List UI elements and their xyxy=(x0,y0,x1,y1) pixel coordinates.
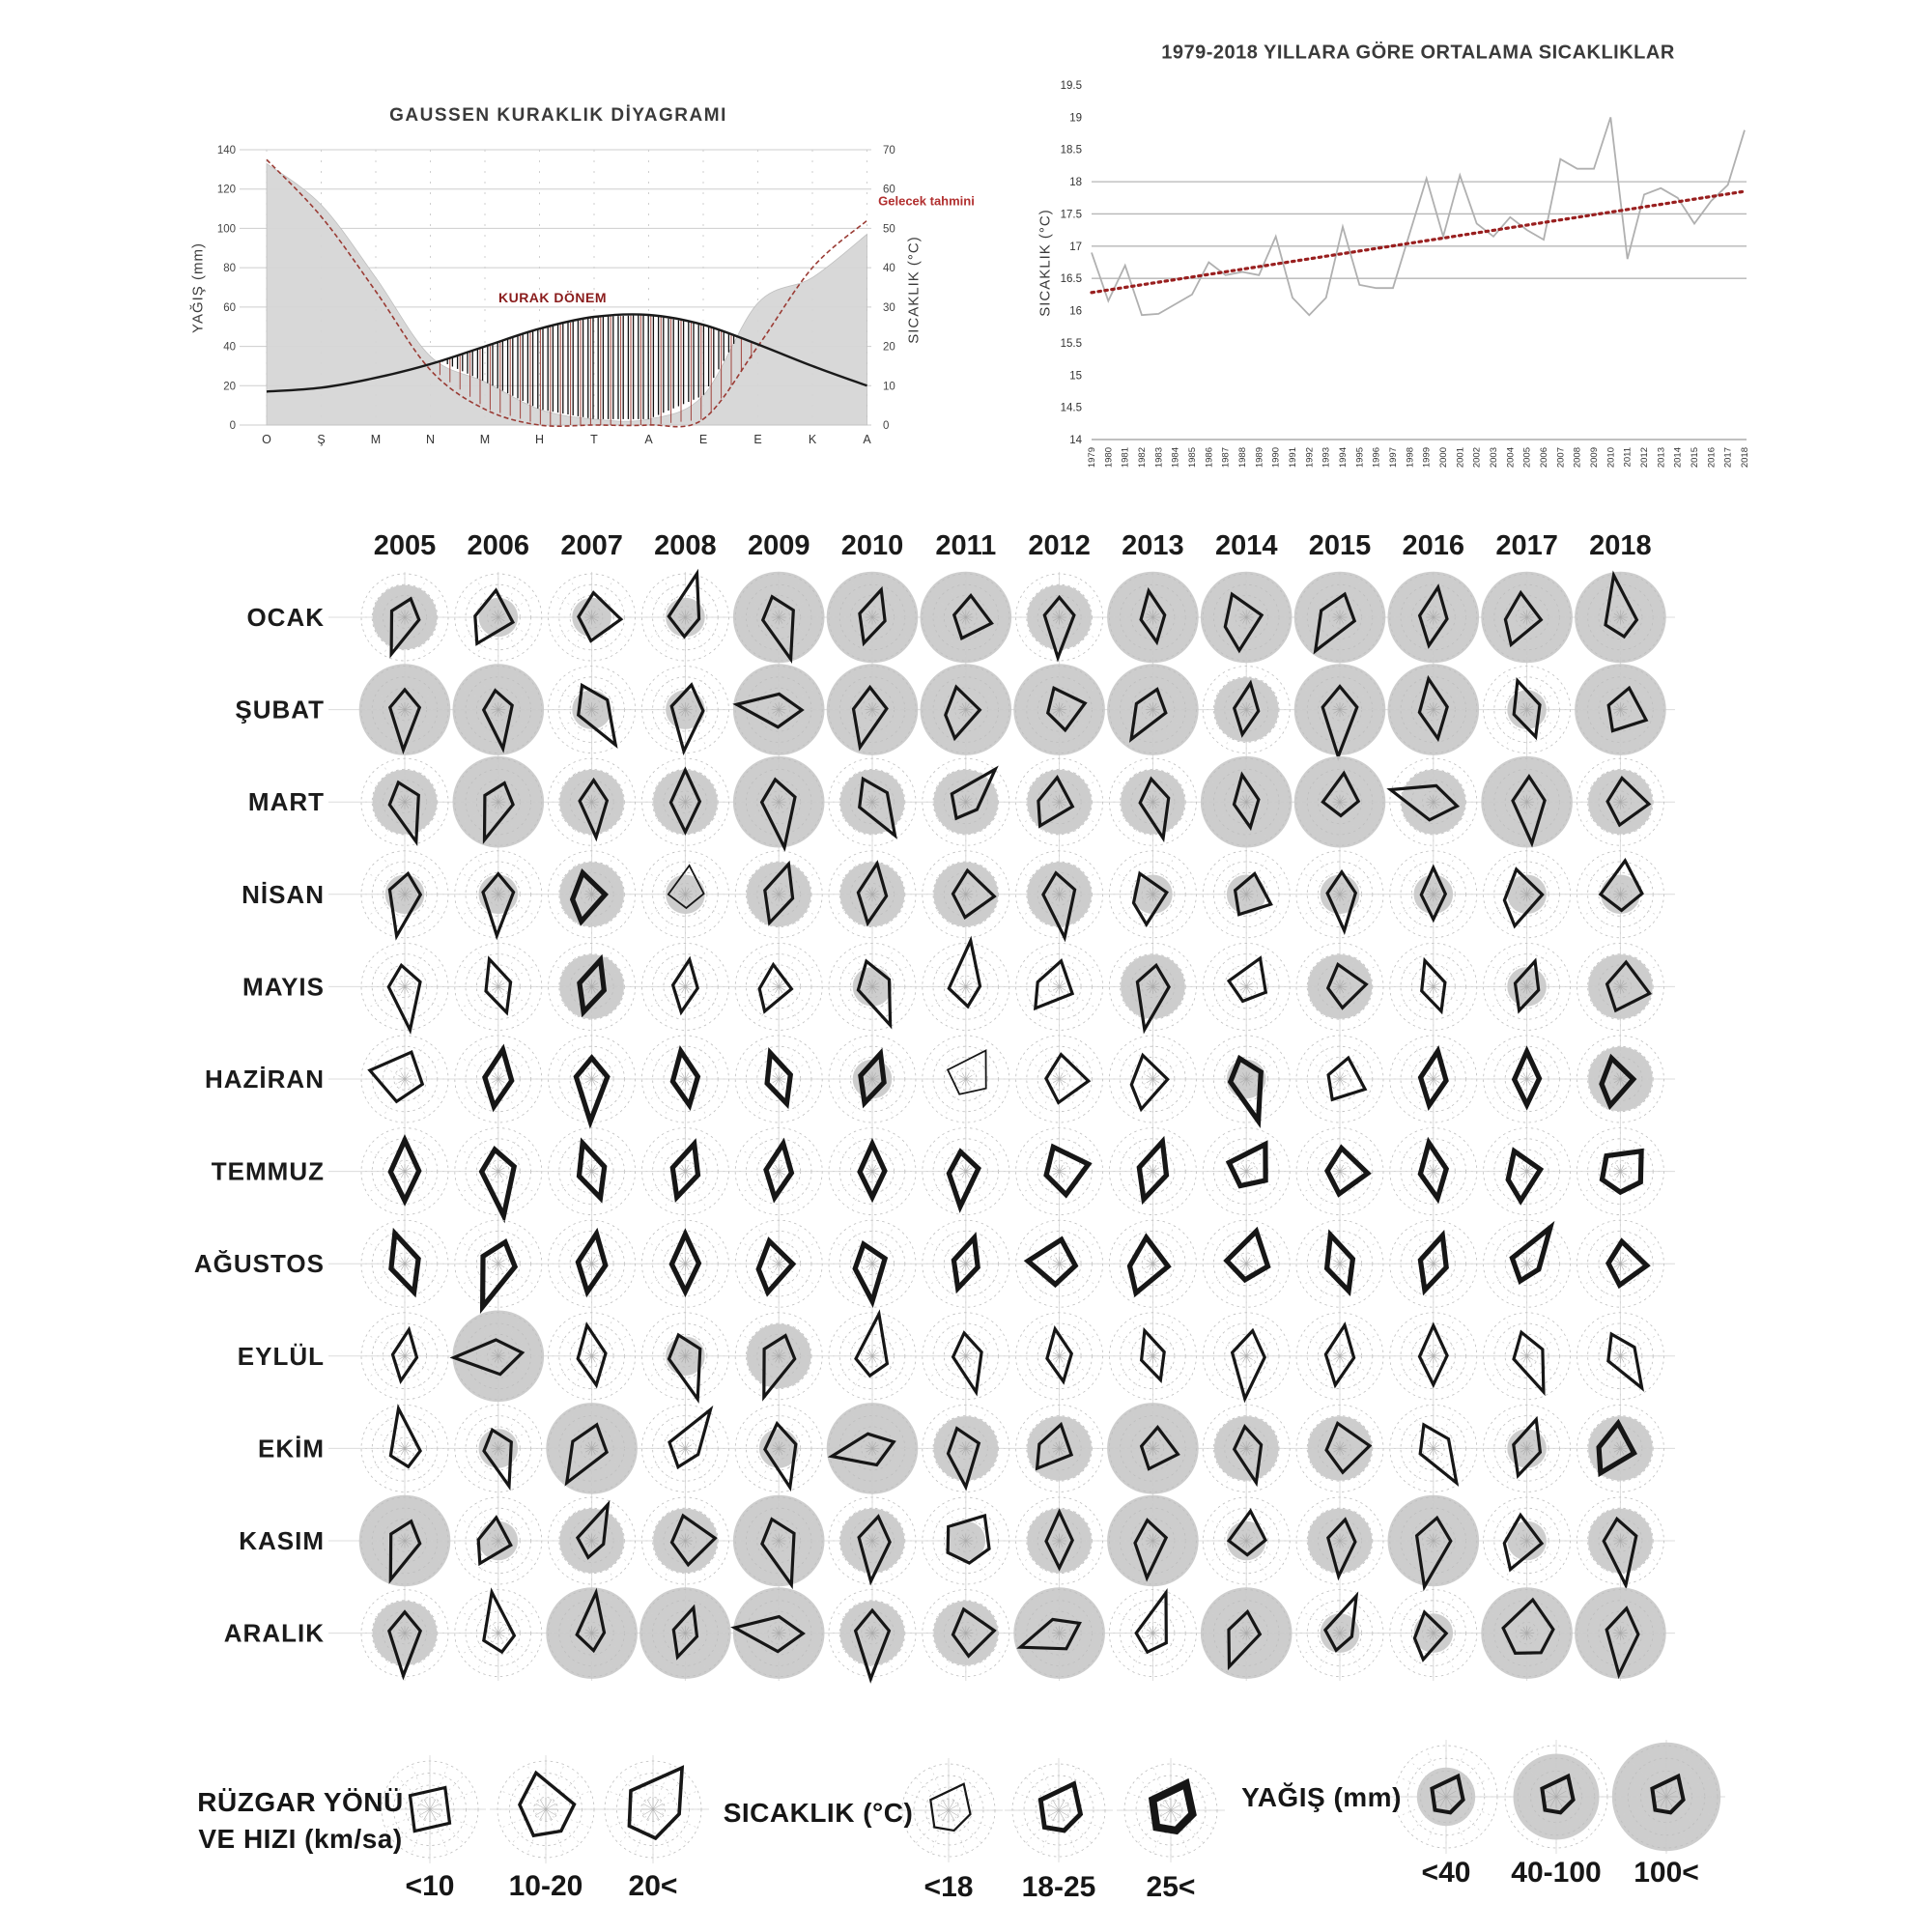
cell-AĞUSTOS-2017-wind-polygon xyxy=(1512,1228,1549,1281)
temps-ytick: 15.5 xyxy=(1060,337,1082,350)
cell-ARALIK-2006-grid-spoke xyxy=(461,1637,491,1655)
gaussen-month-label: M xyxy=(479,433,491,446)
cell-MAYIS-2009-grid-spoke xyxy=(786,965,816,982)
cell-EYLÜL-2005-grid-spoke xyxy=(367,1334,397,1351)
gaussen-month-label: Ş xyxy=(317,433,326,446)
matrix-year-header: 2011 xyxy=(935,530,997,561)
temps-xtick-year: 2002 xyxy=(1471,447,1483,469)
cell-EYLÜL-2005-grid-spoke xyxy=(367,1360,397,1378)
cell-TEMMUZ-2011-wind-polygon xyxy=(949,1151,978,1207)
temps-xtick-year: 1999 xyxy=(1421,447,1433,469)
gaussen-ytick-right: 60 xyxy=(883,184,895,196)
cell-AĞUSTOS-2013-wind-polygon xyxy=(1130,1237,1169,1293)
gaussen-ytick-right: 40 xyxy=(883,263,895,275)
temps-ytick: 15 xyxy=(1069,370,1082,383)
temps-xtick-year: 2017 xyxy=(1722,447,1734,469)
temps-ytick: 18 xyxy=(1069,177,1082,189)
cell-HAZİRAN-2013-grid-spoke xyxy=(1160,1058,1190,1075)
matrix-year-header: 2005 xyxy=(373,530,437,561)
temps-ytick: 17.5 xyxy=(1060,209,1082,221)
cell-EYLÜL-2010-grid-spoke xyxy=(851,1319,868,1349)
matrix-year-header: 2016 xyxy=(1402,530,1465,561)
cell-HAZİRAN-2005-wind-polygon xyxy=(370,1052,422,1101)
cell-EYLÜL-2017-wind-polygon xyxy=(1514,1332,1544,1392)
temps-xtick-year: 1991 xyxy=(1288,447,1298,469)
cell-EKİM-2016-grid-spoke xyxy=(1441,1453,1471,1470)
temps-xtick-year: 2016 xyxy=(1706,447,1718,469)
cell-MAYIS-2009-grid-spoke xyxy=(757,949,775,979)
temps-xtick-year: 2015 xyxy=(1690,447,1700,469)
temps-xtick-year: 2005 xyxy=(1521,447,1533,469)
cell-AĞUSTOS-2010-wind-polygon xyxy=(855,1244,885,1301)
temps-xtick-year: 2006 xyxy=(1539,447,1549,469)
cell-AĞUSTOS-2009-grid-spoke xyxy=(786,1268,816,1286)
cell-HAZİRAN-2017-grid-spoke xyxy=(1490,1058,1520,1075)
cell-AĞUSTOS-2009-wind-polygon xyxy=(758,1241,793,1293)
cell-TEMMUZ-2014-grid-spoke xyxy=(1254,1150,1284,1167)
cell-MAYIS-2005-grid-spoke xyxy=(384,949,401,979)
cell-AĞUSTOS-2009-grid-spoke xyxy=(786,1242,816,1260)
cell-EKİM-2005-wind-polygon xyxy=(390,1408,420,1466)
cell-EYLÜL-2013-grid-spoke xyxy=(1160,1360,1190,1378)
gaussen-month-label: H xyxy=(534,433,545,446)
temps-ytick: 16.5 xyxy=(1060,273,1082,286)
cell-HAZİRAN-2011-grid-spoke xyxy=(974,1058,1004,1075)
cell-HAZİRAN-2011-grid-spoke xyxy=(928,1084,958,1101)
cell-EKİM-2016-grid-spoke xyxy=(1441,1427,1471,1444)
matrix-month-label: NİSAN xyxy=(242,879,325,909)
cell-EYLÜL-2013-grid-spoke xyxy=(1115,1360,1145,1378)
cell-TEMMUZ-2011-grid-spoke xyxy=(974,1176,1004,1193)
avg-temp-line xyxy=(1092,117,1745,315)
cell-EYLÜL-2012-grid-spoke xyxy=(1066,1334,1096,1351)
temps-xtick-year: 1982 xyxy=(1137,447,1148,469)
cell-EYLÜL-2013-grid-spoke xyxy=(1160,1334,1190,1351)
gaussen-ytick-left: 80 xyxy=(223,263,236,275)
cell-HAZİRAN-2015-grid-spoke xyxy=(1319,1041,1336,1071)
cell-EYLÜL-2016-grid-spoke xyxy=(1441,1360,1471,1378)
gaussen-month-label: A xyxy=(644,433,653,446)
cell-MAYIS-2014-wind-polygon xyxy=(1229,958,1265,1001)
cell-EKİM-2008-wind-polygon xyxy=(669,1409,711,1466)
cell-MAYIS-2016-grid-spoke xyxy=(1411,994,1429,1024)
temps-xtick-year: 2000 xyxy=(1438,447,1449,469)
cell-AĞUSTOS-2009-grid-spoke xyxy=(741,1268,771,1286)
temps-ytick: 17 xyxy=(1069,241,1082,253)
cell-TEMMUZ-2017-grid-spoke xyxy=(1531,1134,1548,1164)
cell-EYLÜL-2018-grid-spoke xyxy=(1628,1334,1658,1351)
cell-EYLÜL-2017-grid-spoke xyxy=(1490,1334,1520,1351)
matrix-month-label: HAZİRAN xyxy=(205,1065,325,1094)
cell-MAYIS-2012-grid-spoke xyxy=(1066,965,1096,982)
temps-xtick-year: 1990 xyxy=(1270,447,1282,469)
cell-AĞUSTOS-2006-wind-polygon xyxy=(483,1242,515,1307)
cell-TEMMUZ-2014-wind-polygon xyxy=(1229,1145,1265,1186)
matrix-year-header: 2008 xyxy=(654,530,717,561)
cell-MAYIS-2008-grid-spoke xyxy=(647,965,677,982)
temps-xtick-year: 1979 xyxy=(1087,447,1097,469)
temps-ytick: 19 xyxy=(1069,112,1082,125)
cell-HAZİRAN-2015-grid-spoke xyxy=(1319,1087,1336,1117)
gaussen-ytick-right: 70 xyxy=(883,145,895,156)
matrix-month-label: EYLÜL xyxy=(237,1341,325,1371)
cell-EYLÜL-2018-wind-polygon xyxy=(1608,1334,1642,1388)
temps-ytick: 14 xyxy=(1069,435,1082,446)
matrix-year-header: 2018 xyxy=(1589,530,1652,561)
gaussen-ytick-right: 20 xyxy=(883,341,895,354)
cell-EYLÜL-2013-grid-spoke xyxy=(1115,1334,1145,1351)
cell-ARALIK-2006-wind-polygon xyxy=(484,1592,515,1652)
matrix-month-label: OCAK xyxy=(246,603,325,632)
temps-xtick-year: 2014 xyxy=(1672,447,1684,469)
gaussen-ytick-left: 100 xyxy=(216,223,236,236)
cell-EYLÜL-2017-grid-spoke xyxy=(1534,1334,1564,1351)
gaussen-ytick-left: 120 xyxy=(216,184,236,196)
cell-TEMMUZ-2011-grid-spoke xyxy=(970,1134,987,1164)
cell-MAYIS-2008-grid-spoke xyxy=(647,991,677,1009)
cell-EYLÜL-2014-wind-polygon xyxy=(1233,1331,1265,1399)
gaussen-month-label: O xyxy=(262,433,271,446)
matrix-month-label: KASIM xyxy=(239,1526,325,1555)
matrix-month-label: MART xyxy=(247,787,325,817)
cell-MAYIS-2011-wind-polygon xyxy=(949,941,980,1007)
gaussen-month-label: K xyxy=(808,433,817,446)
temps-xtick-year: 1983 xyxy=(1153,447,1165,469)
cell-AĞUSTOS-2010-grid-spoke xyxy=(880,1268,910,1286)
temps-xtick-year: 1998 xyxy=(1405,447,1416,469)
gaussen-ytick-left: 40 xyxy=(223,341,236,354)
cell-HAZİRAN-2013-grid-spoke xyxy=(1160,1084,1190,1101)
cell-HAZİRAN-2015-grid-spoke xyxy=(1302,1058,1332,1075)
cell-MAYIS-2008-grid-spoke xyxy=(693,991,723,1009)
cell-AĞUSTOS-2018-grid-spoke xyxy=(1582,1242,1612,1260)
gaussen-ytick-right: 50 xyxy=(883,223,895,236)
cell-HAZİRAN-2013-grid-spoke xyxy=(1157,1041,1175,1071)
cell-EYLÜL-2018-grid-spoke xyxy=(1599,1319,1616,1349)
cell-EYLÜL-2011-grid-spoke xyxy=(928,1334,958,1351)
cell-MAYIS-2012-grid-spoke xyxy=(1064,994,1081,1024)
temps-xtick-year: 2018 xyxy=(1740,447,1750,469)
matrix-year-header: 2013 xyxy=(1122,530,1184,561)
temps-xtick-year: 2004 xyxy=(1505,447,1517,469)
cell-EKİM-2008-grid-spoke xyxy=(664,1456,681,1486)
temps-xtick-year: 1995 xyxy=(1354,447,1366,469)
temps-ytick: 16 xyxy=(1069,305,1082,318)
temps-xtick-year: 1992 xyxy=(1304,447,1316,469)
cell-AĞUSTOS-2013-grid-spoke xyxy=(1160,1242,1190,1260)
cell-TEMMUZ-2017-grid-spoke xyxy=(1534,1150,1564,1167)
temps-xtick-year: 2010 xyxy=(1605,447,1617,469)
cell-AĞUSTOS-2017-grid-spoke xyxy=(1531,1271,1548,1301)
gaussen-ytick-left: 20 xyxy=(223,381,236,393)
matrix-month-label: ARALIK xyxy=(223,1618,325,1648)
temps-xtick-year: 1993 xyxy=(1321,447,1332,469)
matrix-year-header: 2007 xyxy=(560,530,623,561)
cell-AĞUSTOS-2018-grid-spoke xyxy=(1582,1268,1612,1286)
cell-EYLÜL-2011-grid-spoke xyxy=(928,1360,958,1378)
temps-xtick-year: 2008 xyxy=(1572,447,1583,469)
gaussen-month-label: T xyxy=(590,433,598,446)
matrix-month-label: AĞUSTOS xyxy=(193,1249,325,1279)
cell-HAZİRAN-2013-grid-spoke xyxy=(1115,1084,1145,1101)
temps-xtick-year: 2003 xyxy=(1489,447,1499,469)
gaussen-month-label: E xyxy=(698,433,708,446)
temps-xtick-year: 1985 xyxy=(1187,447,1198,469)
cell-HAZİRAN-2013-grid-spoke xyxy=(1157,1087,1175,1117)
cell-HAZİRAN-2012-grid-spoke xyxy=(1022,1084,1052,1101)
cell-AĞUSTOS-2009-grid-spoke xyxy=(783,1226,801,1256)
cell-MAYIS-2016-grid-spoke xyxy=(1441,965,1471,982)
cell-AĞUSTOS-2014-wind-polygon xyxy=(1227,1232,1268,1280)
matrix-year-header: 2012 xyxy=(1028,530,1091,561)
matrix-year-header: 2009 xyxy=(747,530,810,561)
cell-AĞUSTOS-2006-grid-spoke xyxy=(461,1268,491,1286)
temps-xtick-year: 1986 xyxy=(1204,447,1215,469)
gaussen-ytick-right: 0 xyxy=(883,420,890,432)
cell-TEMMUZ-2010-grid-spoke xyxy=(835,1150,865,1167)
temps-xtick-year: 1988 xyxy=(1237,447,1248,469)
cell-HAZİRAN-2011-wind-polygon xyxy=(948,1051,986,1094)
temps-xtick-year: 1997 xyxy=(1388,447,1399,469)
cell-MAYIS-2012-grid-spoke xyxy=(1037,994,1055,1024)
temps-xtick-year: 2009 xyxy=(1589,447,1600,469)
cell-TEMMUZ-2017-grid-spoke xyxy=(1534,1176,1564,1193)
cell-MAYIS-2016-grid-spoke xyxy=(1441,991,1471,1009)
cell-MAYIS-2012-wind-polygon xyxy=(1036,961,1072,1009)
cell-TEMMUZ-2015-grid-spoke xyxy=(1302,1150,1332,1167)
temps-xtick-year: 2013 xyxy=(1656,447,1667,469)
temps-xtick-year: 1994 xyxy=(1338,447,1349,469)
temps-xtick-year: 1989 xyxy=(1254,447,1265,469)
gaussen-month-label: E xyxy=(753,433,762,446)
matrix-year-header: 2017 xyxy=(1495,530,1558,561)
gaussen-ytick-right: 30 xyxy=(883,301,895,314)
cell-MAYIS-2009-grid-spoke xyxy=(741,991,771,1009)
matrix-month-label: EKİM xyxy=(258,1434,325,1463)
temps-xtick-year: 2001 xyxy=(1455,447,1466,469)
cell-HAZİRAN-2017-grid-spoke xyxy=(1534,1084,1564,1101)
gaussen-ytick-left: 0 xyxy=(229,420,236,432)
temps-xtick-year: 1981 xyxy=(1120,447,1131,469)
cell-HAZİRAN-2015-grid-spoke xyxy=(1302,1084,1332,1101)
cell-EYLÜL-2010-grid-spoke xyxy=(880,1360,910,1378)
matrix-month-label: MAYIS xyxy=(242,972,325,1002)
cell-MAYIS-2014-grid-spoke xyxy=(1208,991,1238,1009)
cell-EYLÜL-2018-grid-spoke xyxy=(1628,1360,1658,1378)
cell-EYLÜL-2012-grid-spoke xyxy=(1022,1334,1052,1351)
temps-xtick-year: 2007 xyxy=(1555,447,1567,469)
cell-TEMMUZ-2012-wind-polygon xyxy=(1046,1147,1089,1194)
matrix-year-header: 2006 xyxy=(467,530,530,561)
matrix-year-header: 2015 xyxy=(1308,530,1372,561)
cell-MAYIS-2009-grid-spoke xyxy=(783,949,801,979)
cell-EYLÜL-2005-grid-spoke xyxy=(412,1360,442,1378)
gaussen-month-label: A xyxy=(863,433,871,446)
cell-MAYIS-2009-grid-spoke xyxy=(786,991,816,1009)
matrix-year-header: 2010 xyxy=(840,530,904,561)
cell-EYLÜL-2017-grid-spoke xyxy=(1490,1360,1520,1378)
cell-MAYIS-2006-grid-spoke xyxy=(476,949,494,979)
cell-HAZİRAN-2013-wind-polygon xyxy=(1131,1055,1167,1109)
cell-EKİM-2016-wind-polygon xyxy=(1420,1425,1457,1483)
cell-MAYIS-2009-wind-polygon xyxy=(759,965,791,1011)
cell-MAYIS-2016-grid-spoke xyxy=(1437,949,1455,979)
temps-xtick-year: 2012 xyxy=(1639,447,1650,469)
temps-xtick-year: 1984 xyxy=(1170,447,1181,469)
matrix-year-header: 2014 xyxy=(1214,530,1278,561)
matrix-month-label: ŞUBAT xyxy=(235,695,325,724)
cell-EKİM-2008-grid-spoke xyxy=(690,1456,707,1486)
cell-HAZİRAN-2005-grid-spoke xyxy=(412,1084,442,1101)
cell-HAZİRAN-2011-grid-spoke xyxy=(974,1084,1004,1101)
temps-ytick: 18.5 xyxy=(1060,144,1082,156)
cell-MAYIS-2009-grid-spoke xyxy=(783,994,801,1024)
temps-xtick-year: 2011 xyxy=(1622,447,1634,468)
cell-TEMMUZ-2011-grid-spoke xyxy=(974,1150,1004,1167)
cell-MAYIS-2014-grid-spoke xyxy=(1254,965,1284,982)
cell-MAYIS-2011-grid-spoke xyxy=(974,991,1004,1009)
cell-MAYIS-2016-grid-spoke xyxy=(1396,991,1426,1009)
temps-ytick: 19.5 xyxy=(1060,80,1082,92)
matrix-month-label: TEMMUZ xyxy=(211,1156,325,1186)
gaussen-ytick-left: 60 xyxy=(223,301,236,314)
cell-EKİM-2008-grid-spoke xyxy=(693,1427,723,1444)
cell-AĞUSTOS-2017-grid-spoke xyxy=(1534,1242,1564,1260)
cell-EYLÜL-2013-grid-spoke xyxy=(1157,1319,1175,1349)
gaussen-month-label: M xyxy=(370,433,382,446)
cell-EYLÜL-2018-grid-spoke xyxy=(1599,1364,1616,1394)
temps-ytick: 14.5 xyxy=(1060,402,1082,414)
cell-EYLÜL-2012-grid-spoke xyxy=(1066,1360,1096,1378)
cell-HAZİRAN-2005-grid-spoke xyxy=(384,1041,401,1071)
cell-MAYIS-2014-grid-spoke xyxy=(1208,965,1238,982)
cell-TEMMUZ-2010-grid-spoke xyxy=(880,1176,910,1193)
cell-TEMMUZ-2015-grid-spoke xyxy=(1302,1176,1332,1193)
cell-EYLÜL-2017-grid-spoke xyxy=(1534,1360,1564,1378)
temps-xtick-year: 1996 xyxy=(1371,447,1382,469)
cell-EYLÜL-2005-grid-spoke xyxy=(412,1334,442,1351)
cell-EYLÜL-2005-grid-spoke xyxy=(410,1364,427,1394)
gaussen-ytick-right: 10 xyxy=(883,381,895,393)
cell-MAYIS-2005-grid-spoke xyxy=(384,994,401,1024)
cell-AĞUSTOS-2010-grid-spoke xyxy=(877,1226,895,1256)
cell-EYLÜL-2011-wind-polygon xyxy=(953,1333,982,1392)
cell-EYLÜL-2012-grid-spoke xyxy=(1022,1360,1052,1378)
temps-xtick-year: 1980 xyxy=(1103,447,1115,469)
gaussen-ytick-left: 140 xyxy=(216,145,236,156)
gaussen-month-label: N xyxy=(425,433,436,446)
cell-EKİM-2008-grid-spoke xyxy=(647,1427,677,1444)
cell-EYLÜL-2013-grid-spoke xyxy=(1131,1364,1149,1394)
cell-MAYIS-2008-grid-spoke xyxy=(693,965,723,982)
temps-xtick-year: 1987 xyxy=(1220,447,1232,469)
cell-HAZİRAN-2012-grid-spoke xyxy=(1022,1058,1052,1075)
